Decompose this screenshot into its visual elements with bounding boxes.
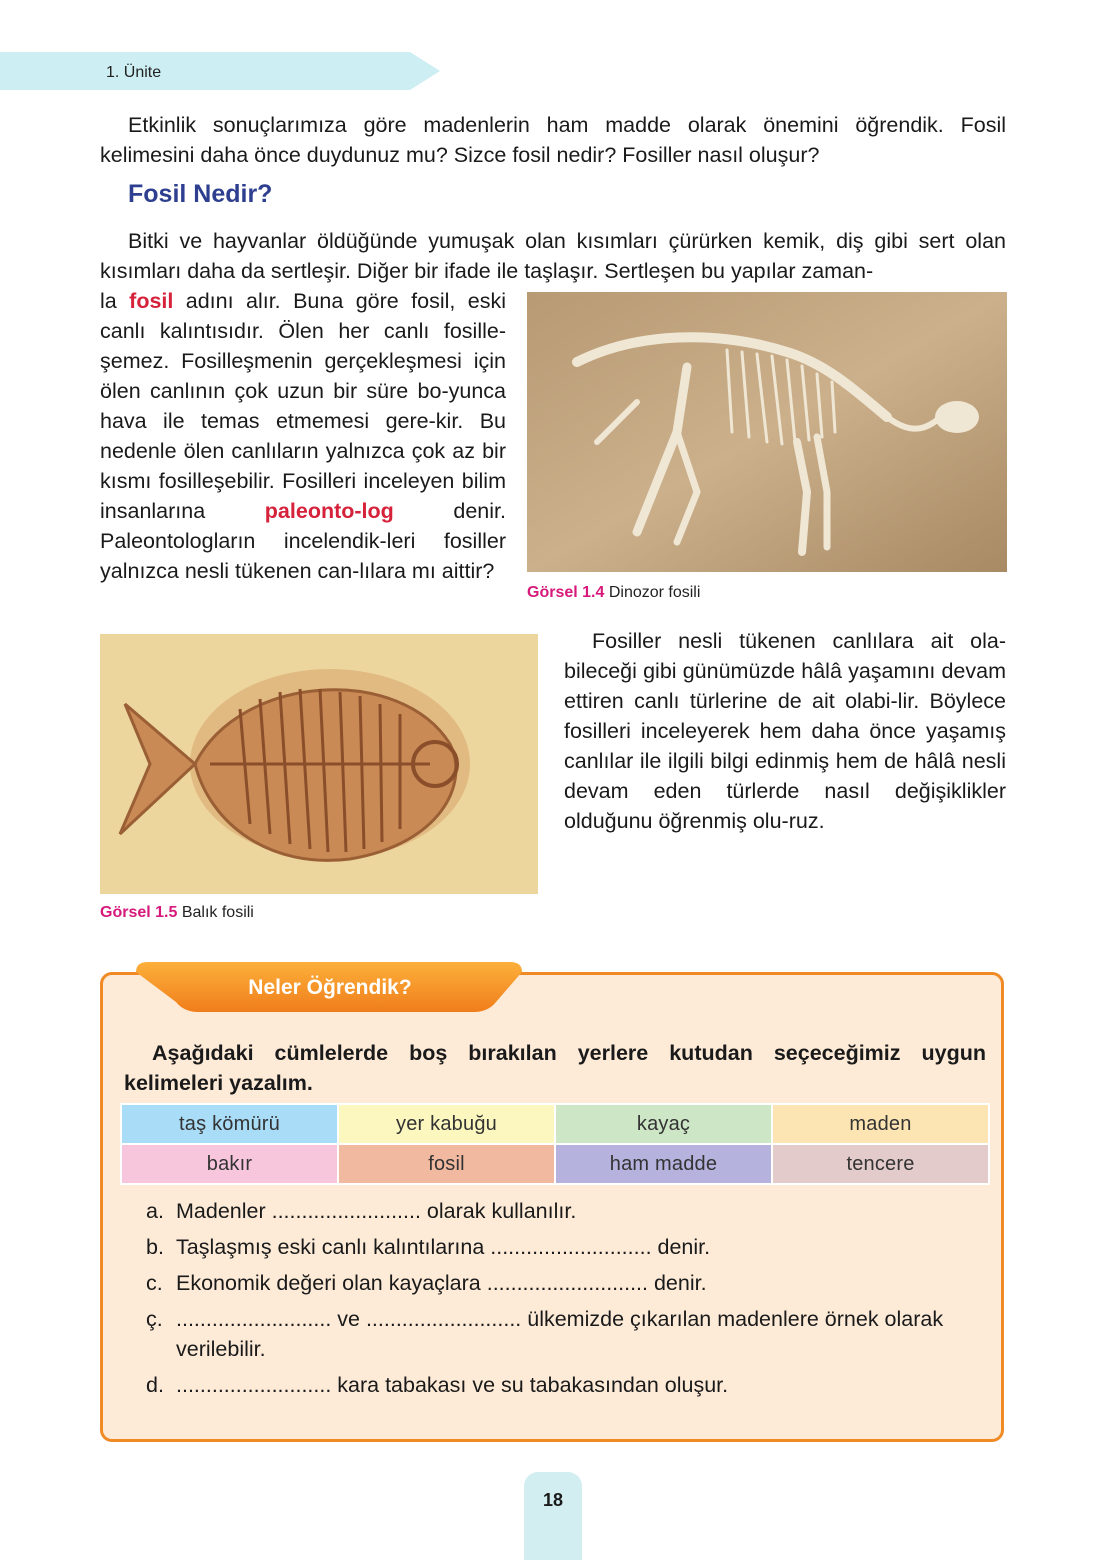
page-number: 18 (542, 1490, 564, 1510)
paragraph-fossil-definition: Bitki ve hayvanlar öldüğünde yumuşak olan kısımları çürürken kemik, diş gibi sert olan kısımları daha da sertleşir. Diğer bir ifade ile taşlaşır. Sertleşen bu yapılar zaman- (100, 229, 1006, 283)
dinosaur-fossil-image (527, 292, 1007, 572)
paragraph-fossil-definition-cont: la fosil adını alır. Buna göre fosil, eski canlı kalıntısıdır. Ölen her canlı fosille-şemez. Fosilleşmenin gerçekleşmesi için ölen canlının çok uzun bir süre bo-yunca hava ile temas etmemesi gere-kir. Bu nedenle ölen canlıların yalnızca çok az bir kısmı fosilleşebilir. Fosilleri inceleyen bilim insanlarına paleonto-log denir. Paleontologların incelendik-leri fosiller yalnızca nesli tükenen can-lılara mı aittir? (100, 289, 506, 583)
question-text: Ekonomik değeri olan kayaçlara ........................... denir. (176, 1271, 707, 1295)
word-bank-cell: kayaç (556, 1105, 771, 1143)
question-item: b. Taşlaşmış eski canlı kalıntılarına ........................... denir. (146, 1232, 996, 1262)
word-bank-cell: maden (773, 1105, 988, 1143)
section-title: Fosil Nedir? (128, 180, 273, 208)
question-item: d. .......................... kara tabakası ve su tabakasından oluşur. (146, 1370, 996, 1400)
word-bank-cell: tencere (773, 1145, 988, 1183)
activity-title: Neler Öğrendik? (248, 976, 412, 999)
activity-instruction: Aşağıdaki cümlelerde boş bırakılan yerlere kutudan seçeceğimiz uygun kelimeleri yazalım. (124, 1041, 986, 1095)
term-fosil: fosil (129, 289, 174, 313)
question-item: ç. .......................... ve .......................... ülkemizde çıkarılan madenlere örnek olarak verilebilir. (146, 1304, 996, 1364)
word-bank-cell: fosil (339, 1145, 554, 1183)
unit-label: 1. Ünite (106, 64, 162, 81)
dinosaur-figure-caption: Görsel 1.4 Dinozor fosili (527, 584, 701, 601)
word-bank-cell: yer kabuğu (339, 1105, 554, 1143)
term-paleontolog: paleonto-log (264, 499, 394, 523)
fish-figure-caption: Görsel 1.5 Balık fosili (100, 904, 254, 921)
word-bank-cell: ham madde (556, 1145, 771, 1183)
word-bank (120, 1103, 990, 1185)
question-text: .......................... kara tabakası ve su tabakasından oluşur. (176, 1373, 729, 1397)
intro-paragraph: Etkinlik sonuçlarımıza göre madenlerin ham madde olarak önemini öğrendik. Fosil kelimesini daha önce duydunuz mu? Sizce fosil nedir? Fosiller nasıl oluşur? (100, 113, 1006, 167)
question-text: .......................... ve .......................... ülkemizde çıkarılan madenlere örnek olarak verilebilir. (176, 1307, 944, 1361)
page-number-tab (524, 1472, 582, 1560)
word-bank-cell: bakır (122, 1145, 337, 1183)
paragraph-fossil-importance: Fosiller nesli tükenen canlılara ait ola-bileceği gibi günümüzde hâlâ yaşamını devam ettiren canlı türlerine de ait olabi-lir. Böylece fosilleri inceleyerek hem daha önce yaşamış canlılar ile ilgili bilgi edinmiş hem de hâlâ nesli devam eden türlerde nasıl değişiklikler olduğunu öğrenmiş olu-ruz. (564, 629, 1006, 833)
fish-fossil-image (100, 634, 538, 894)
question-item: c. Ekonomik değeri olan kayaçlara ........................... denir. (146, 1268, 996, 1298)
question-list (146, 1196, 996, 1406)
word-bank-cell: taş kömürü (122, 1105, 337, 1143)
unit-header-band (0, 52, 440, 90)
question-item: a. Madenler ......................... olarak kullanılır. (146, 1196, 996, 1226)
question-text: Taşlaşmış eski canlı kalıntılarına ........................... denir. (176, 1235, 711, 1259)
question-text: Madenler ......................... olarak kullanılır. (176, 1199, 577, 1223)
